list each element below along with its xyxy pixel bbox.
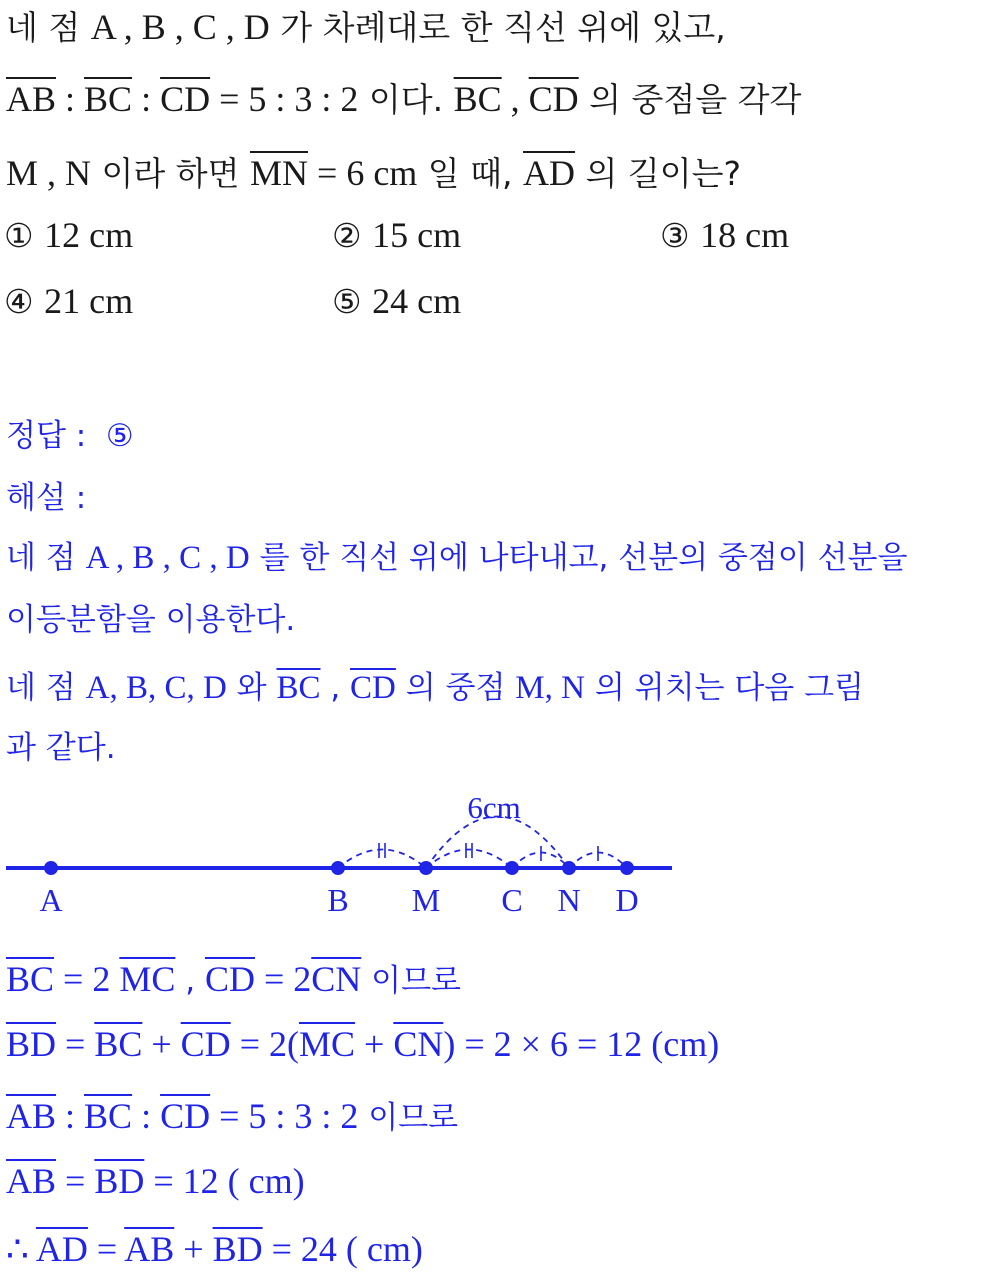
segment: $\overline{BC}$ — [6, 959, 55, 999]
segment-cd: $\overline{CD}$ — [528, 79, 579, 119]
comma: , — [175, 963, 205, 999]
text: 가 차례대로 한 직선 위에 있고, — [269, 8, 726, 47]
segment: $\overline{CD}$ — [180, 1024, 231, 1064]
choice-value: 24 cm — [372, 281, 462, 321]
choice-mark: ② — [332, 216, 362, 255]
expr: : — [132, 1096, 161, 1136]
label-mn-length: 6cm — [467, 790, 521, 825]
choice-mark: ① — [4, 216, 34, 255]
ratio-sep: : — [132, 79, 161, 119]
choice-2[interactable] — [332, 214, 461, 256]
text: 네 점 — [6, 670, 86, 706]
equation-2 — [6, 1023, 719, 1065]
choice-1[interactable] — [4, 214, 133, 256]
text: 를 한 직선 위에 나타내고, 선분의 중점이 선분을 — [249, 540, 908, 576]
solution-line-3 — [6, 662, 864, 707]
choice-4[interactable] — [4, 280, 133, 322]
ratio-sep: : — [56, 79, 85, 119]
question-line-1 — [6, 2, 726, 49]
equation-4 — [6, 1160, 305, 1202]
segment-bc: $\overline{BC}$ — [453, 79, 502, 119]
choice-value: 21 cm — [44, 281, 134, 321]
expr: ) = 2 × 6 = 12 (cm) — [443, 1024, 720, 1064]
label-m: M — [411, 882, 441, 918]
expr: = 2 — [254, 959, 312, 999]
segment-ad: $\overline{AD}$ — [523, 153, 576, 193]
answer-value: ⑤ — [105, 418, 134, 454]
segment-cd: $\overline{CD}$ — [350, 670, 396, 706]
text: 네 점 — [6, 8, 91, 47]
point-names: M, N — [515, 670, 585, 706]
segment: $\overline{AD}$ — [35, 1229, 88, 1269]
choice-5[interactable] — [332, 280, 461, 322]
expr: = 12 ( cm) — [144, 1161, 305, 1201]
expr: + — [174, 1229, 213, 1269]
point-names: A , B , C , D — [85, 540, 250, 576]
segment: $\overline{AB}$ — [124, 1229, 175, 1269]
solution-line-4 — [6, 722, 116, 767]
equation-1 — [6, 955, 461, 1000]
segment: $\overline{BD}$ — [94, 1161, 145, 1201]
expr: = 24 ( cm) — [262, 1229, 423, 1269]
segment-bc: $\overline{BC}$ — [276, 670, 321, 706]
expr: + — [355, 1024, 394, 1064]
expr: = 2 — [54, 959, 120, 999]
choice-value: 18 cm — [700, 215, 790, 255]
segment: $\overline{BD}$ — [212, 1229, 263, 1269]
point-m — [420, 862, 433, 875]
expr: = — [56, 1161, 95, 1201]
text: 와 — [226, 670, 277, 706]
text: 네 점 — [6, 540, 86, 576]
choice-value: 15 cm — [372, 215, 462, 255]
solution-label — [6, 472, 86, 517]
solution-label-text: 해설 : — [6, 480, 87, 516]
choice-3[interactable] — [660, 214, 789, 256]
length-value: = 6 cm — [308, 153, 418, 193]
label-d: D — [615, 882, 639, 918]
arc-mc — [426, 850, 512, 869]
segment-cd: $\overline{CD}$ — [160, 79, 211, 119]
expr: = — [87, 1229, 125, 1269]
expr: : — [56, 1096, 85, 1136]
solution-line-2 — [6, 594, 295, 639]
answer-label: 정답 : — [6, 418, 87, 454]
choice-value: 12 cm — [44, 215, 134, 255]
solution-line-1 — [6, 532, 907, 577]
segment: $\overline{AB}$ — [6, 1161, 57, 1201]
label-a: A — [39, 882, 63, 918]
segment: $\overline{BC}$ — [84, 1096, 133, 1136]
text: 의 중점을 각각 — [578, 80, 802, 119]
label-b: B — [327, 882, 349, 918]
text: 의 길이는? — [575, 154, 742, 193]
segment: $\overline{CN}$ — [393, 1024, 444, 1064]
comma: , — [501, 79, 529, 119]
point-d — [621, 862, 634, 875]
segment-figure — [0, 785, 700, 925]
segment-ab: $\overline{AB}$ — [6, 79, 57, 119]
ratio-value: = 5 : 3 : 2 — [210, 79, 359, 119]
label-c: C — [501, 882, 523, 918]
question-line-3 — [6, 148, 741, 195]
text: 이므로 — [361, 963, 461, 999]
text: 이라 하면 — [91, 154, 250, 193]
segment: $\overline{CD}$ — [204, 959, 255, 999]
text: 의 위치는 다음 그림 — [584, 670, 864, 706]
answer-line — [6, 410, 134, 455]
choice-mark: ③ — [660, 216, 690, 255]
question-line-2 — [6, 74, 801, 121]
equation-5 — [6, 1228, 423, 1270]
point-n — [563, 862, 576, 875]
segment: $\overline{MC}$ — [119, 959, 176, 999]
text: 이등분함을 이용한다. — [6, 602, 296, 638]
point-b — [332, 862, 345, 875]
text: 이므로 — [358, 1100, 459, 1136]
text: 의 중점 — [395, 670, 516, 706]
segment: $\overline{MC}$ — [298, 1024, 356, 1064]
equation-3 — [6, 1092, 458, 1137]
point-a — [45, 862, 58, 875]
point-names: A , B , C , D — [90, 7, 270, 47]
point-names: M , N — [6, 153, 92, 193]
text: 이다. — [358, 80, 454, 119]
choice-mark: ④ — [4, 282, 34, 321]
arc-bm — [338, 850, 426, 869]
segment: $\overline{CN}$ — [311, 959, 362, 999]
segment: $\overline{BC}$ — [94, 1024, 143, 1064]
choice-mark: ⑤ — [332, 282, 362, 321]
segment: $\overline{AB}$ — [6, 1096, 57, 1136]
therefore-symbol: ∴ — [6, 1229, 36, 1269]
segment-mn: $\overline{MN}$ — [250, 153, 309, 193]
point-names: A, B, C, D — [85, 670, 227, 706]
expr: = 5 : 3 : 2 — [210, 1096, 359, 1136]
segment-bc: $\overline{BC}$ — [84, 79, 133, 119]
comma: , — [320, 670, 351, 706]
expr: + — [142, 1024, 181, 1064]
text: 과 같다. — [6, 730, 116, 766]
segment: $\overline{CD}$ — [160, 1096, 211, 1136]
text: 일 때, — [417, 154, 524, 193]
expr: = — [56, 1024, 95, 1064]
segment: $\overline{BD}$ — [6, 1024, 57, 1064]
label-n: N — [557, 882, 581, 918]
point-c — [506, 862, 519, 875]
expr: = 2( — [230, 1024, 299, 1064]
